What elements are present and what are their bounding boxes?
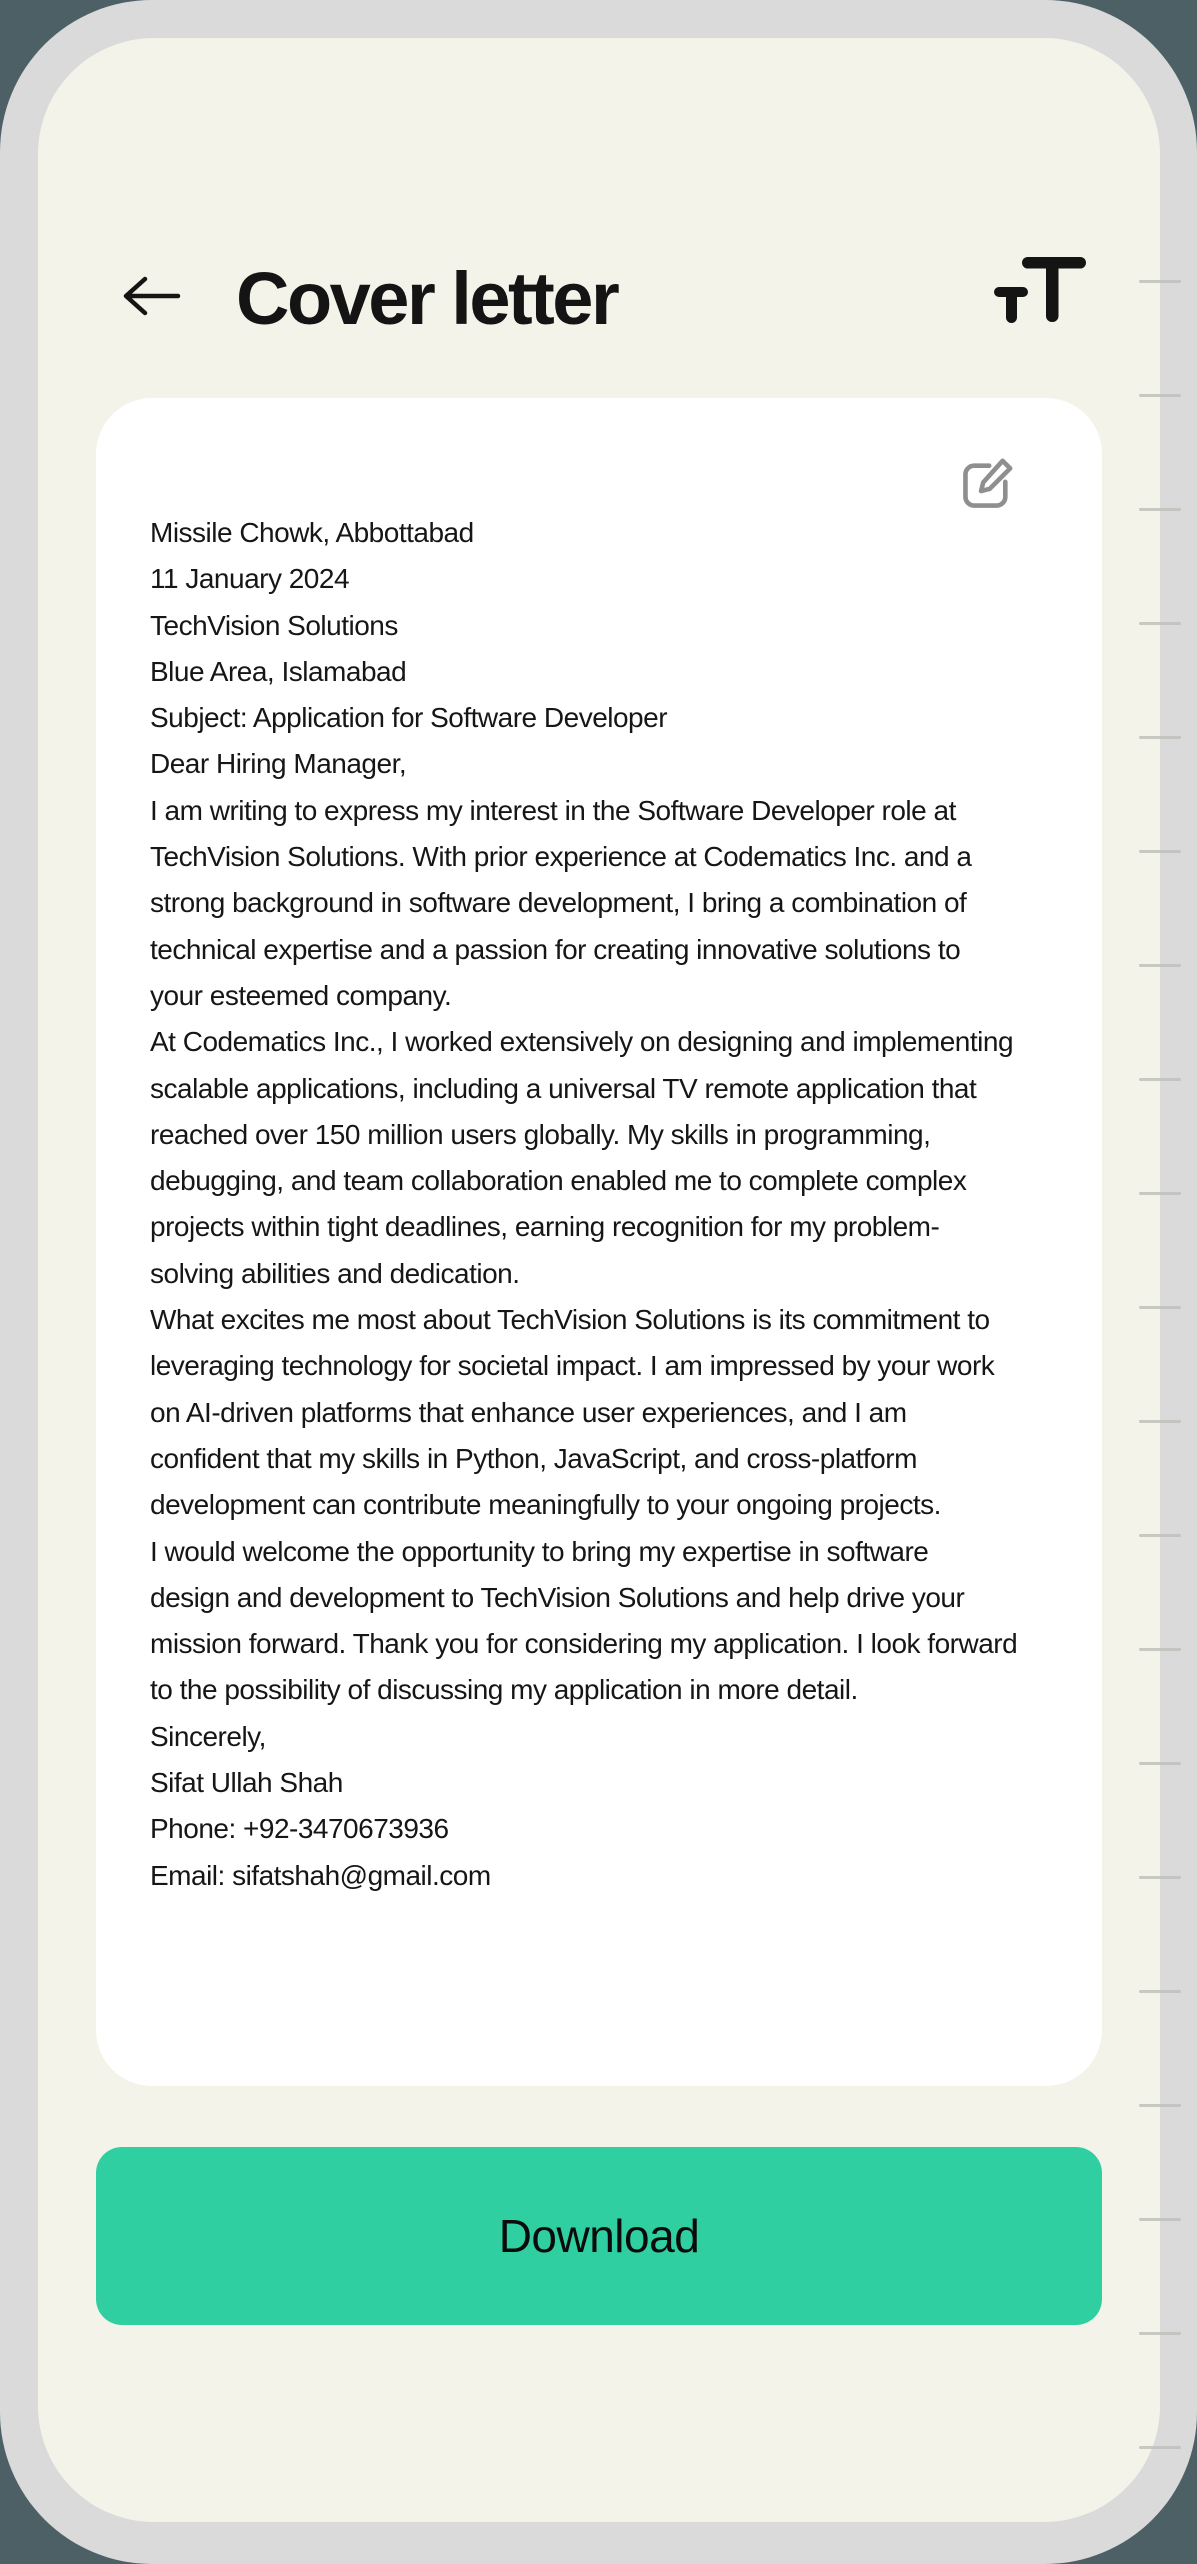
letter-line: solving abilities and dedication. — [150, 1257, 520, 1289]
ruler-tick — [1139, 508, 1181, 511]
letter-line: What excites me most about TechVision Solutions is its commitment to — [150, 1304, 990, 1336]
left-arrow-icon — [118, 266, 184, 329]
edit-button[interactable] — [957, 455, 1017, 515]
letter-line: Dear Hiring Manager, — [150, 748, 407, 780]
back-button[interactable] — [112, 258, 190, 336]
letter-line: TechVision Solutions. With prior experience at Codematics Inc. and a — [150, 841, 972, 873]
letter-line: your esteemed company. — [150, 979, 452, 1011]
ruler-tick — [1139, 1078, 1181, 1081]
edit-pencil-icon — [959, 456, 1015, 515]
page-title: Cover letter — [236, 257, 618, 340]
letter-line: debugging, and team collaboration enabled me to complete complex — [150, 1165, 967, 1197]
letter-line: Blue Area, Islamabad — [150, 655, 407, 687]
ruler-tick — [1139, 280, 1181, 283]
download-button-label: Download — [498, 2210, 700, 2262]
letter-line: At Codematics Inc., I worked extensively on designing and implementing — [150, 1026, 1014, 1058]
ruler-tick — [1139, 1306, 1181, 1309]
letter-line: leveraging technology for societal impact. I am impressed by your work — [150, 1350, 995, 1382]
ruler-tick — [1139, 1420, 1181, 1423]
ruler-tick — [1139, 2218, 1181, 2221]
letter-line: strong background in software development, I bring a combination of — [150, 887, 967, 919]
letter-line: Phone: +92-3470673936 — [150, 1813, 449, 1845]
letter-line: design and development to TechVision Solutions and help drive your — [150, 1581, 965, 1613]
letter-line: development can contribute meaningfully to your ongoing projects. — [150, 1489, 941, 1521]
letter-line: scalable applications, including a universal TV remote application that — [150, 1072, 977, 1104]
ruler-tick — [1139, 1192, 1181, 1195]
letter-line: Missile Chowk, Abbottabad — [150, 517, 474, 548]
letter-line: Subject: Application for Software Developer — [150, 702, 668, 734]
ruler-tick — [1139, 850, 1181, 853]
letter-line: Sifat Ullah Shah — [150, 1767, 343, 1799]
letter-line: TechVision Solutions — [150, 609, 398, 641]
letter-line: Email: sifatshah@gmail.com — [150, 1859, 491, 1891]
letter-line: to the possibility of discussing my application in more detail. — [150, 1674, 858, 1706]
letter-line: 11 January 2024 — [150, 563, 350, 595]
ruler-tick — [1139, 2104, 1181, 2107]
letter-line: confident that my skills in Python, JavaScript, and cross-platform — [150, 1442, 917, 1474]
download-button[interactable] — [96, 2147, 1102, 2325]
cover-letter-text — [150, 510, 1072, 1899]
ruler-tick — [1139, 2332, 1181, 2335]
letter-line: technical expertise and a passion for creating innovative solutions to — [150, 933, 961, 965]
letter-line: I would welcome the opportunity to bring my expertise in software — [150, 1535, 929, 1567]
text-size-button[interactable] — [988, 256, 1092, 340]
ruler-tick — [1139, 1648, 1181, 1651]
ruler-tick — [1139, 964, 1181, 967]
ruler-tick — [1139, 622, 1181, 625]
letter-line: projects within tight deadlines, earning recognition for my problem- — [150, 1211, 940, 1243]
ruler-tick — [1139, 1534, 1181, 1537]
ruler-tick — [1139, 2446, 1181, 2449]
text-size-icon — [994, 257, 1086, 328]
ruler-tick — [1139, 1990, 1181, 1993]
letter-line: reached over 150 million users globally. My skills in programming, — [150, 1118, 931, 1150]
letter-line: on AI-driven platforms that enhance user experiences, and I am — [150, 1396, 907, 1428]
ruler-tick — [1139, 1762, 1181, 1765]
ruler-tick — [1139, 736, 1181, 739]
cover-letter-card — [96, 398, 1102, 2086]
ruler-tick — [1139, 1876, 1181, 1879]
letter-line: I am writing to express my interest in the Software Developer role at — [150, 794, 956, 826]
letter-line: Sincerely, — [150, 1720, 266, 1752]
ruler-tick — [1139, 394, 1181, 397]
letter-line: mission forward. Thank you for considering my application. I look forward — [150, 1628, 1018, 1660]
